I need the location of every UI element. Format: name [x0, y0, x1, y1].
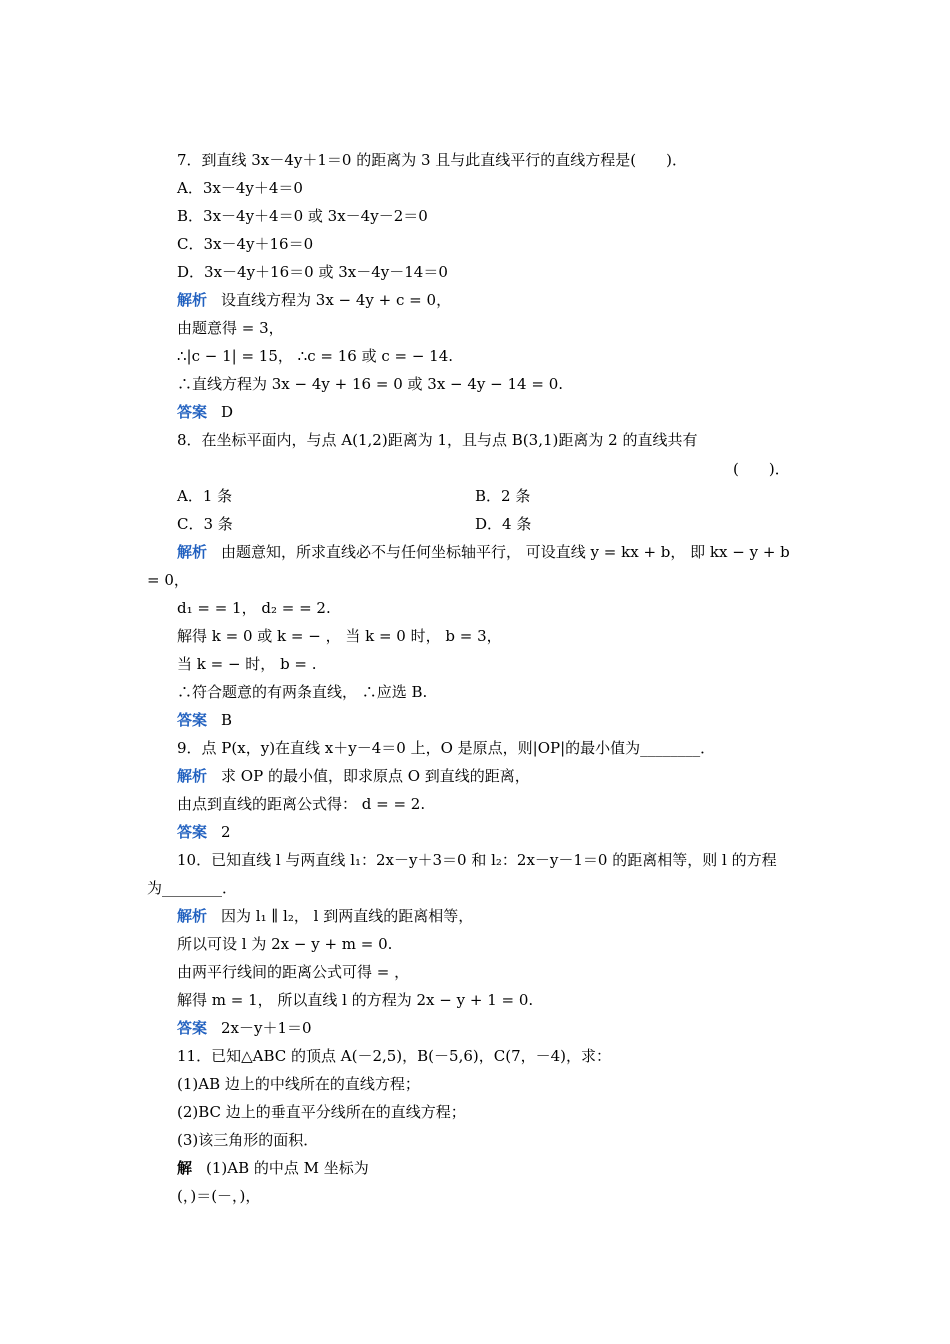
q10-analysis-line-4: 解得 m = 1， 所以直线 l 的方程为 2x − y + 1 = 0. — [177, 991, 534, 1009]
q8-analysis-line-4: 当 k = − 时， b = . — [177, 655, 317, 673]
q7-option-a: A．3x－4y＋4＝0 — [177, 179, 303, 197]
q7-option-c: C．3x－4y＋16＝0 — [177, 235, 314, 253]
q8-option-a: A．1 条 — [177, 487, 233, 505]
q9-answer-line — [177, 822, 231, 842]
q7-analysis-line-4: ∴直线方程为 3x − 4y + 16 = 0 或 3x − 4y − 14 = 0. — [177, 375, 564, 393]
q7-answer: D — [221, 403, 234, 421]
q10-analysis-text-1: 因为 l₁ ∥ l₂， l 到两直线的距离相等， — [221, 907, 474, 925]
q8-option-c: C．3 条 — [177, 515, 233, 533]
q11-solution-line-1 — [177, 1158, 369, 1178]
q7-analysis-line-2: 由题意得 = 3， — [177, 319, 284, 337]
q11-part-3: (3)该三角形的面积． — [177, 1131, 319, 1149]
q10-stem-continued: 为________． — [147, 879, 238, 897]
q8-analysis-line-1 — [177, 542, 790, 562]
q8-answer-paren: ( )． — [733, 460, 790, 478]
q10-answer-line — [177, 1018, 312, 1038]
q7-answer-label: 答案 — [177, 403, 208, 421]
q10-stem: 10．已知直线 l 与两直线 l₁：2x－y＋3＝0 和 l₂：2x－y－1＝0 的距离相等，则 l 的方程 — [177, 851, 777, 869]
q11-solution-text-1: (1)AB 的中点 M 坐标为 — [206, 1159, 369, 1177]
q9-answer-label: 答案 — [177, 823, 208, 841]
q10-analysis-line-2: 所以可设 l 为 2x − y + m = 0. — [177, 935, 393, 953]
q10-answer: 2x－y＋1＝0 — [221, 1019, 312, 1037]
q7-option-b: B．3x－4y＋4＝0 或 3x－4y－2＝0 — [177, 207, 428, 225]
q8-analysis-line-5: ∴符合题意的有两条直线， ∴应选 B. — [177, 683, 428, 701]
q7-stem: 7．到直线 3x－4y＋1＝0 的距离为 3 且与此直线平行的直线方程是( )． — [177, 151, 687, 169]
q9-answer: 2 — [221, 823, 231, 841]
q11-stem: 11．已知△ABC 的顶点 A(－2,5)，B(－5,6)，C(7，－4)，求： — [177, 1047, 612, 1065]
q10-answer-label: 答案 — [177, 1019, 208, 1037]
q11-solution-label: 解 — [177, 1159, 193, 1177]
q11-part-1: (1)AB 边上的中线所在的直线方程； — [177, 1075, 420, 1093]
q11-part-2: (2)BC 边上的垂直平分线所在的直线方程； — [177, 1103, 466, 1121]
q9-analysis-line-1 — [177, 766, 530, 786]
q8-analysis-line-3: 解得 k = 0 或 k = − ， 当 k = 0 时， b = 3， — [177, 627, 502, 645]
q7-analysis-label: 解析 — [177, 291, 208, 309]
q7-analysis-line-1 — [177, 290, 451, 310]
q8-answer-line — [177, 710, 232, 730]
q7-analysis-line-3: ∴|c − 1| = 15， ∴c = 16 或 c = − 14. — [177, 347, 454, 365]
q9-analysis-label: 解析 — [177, 767, 208, 785]
q8-analysis-line-1b: = 0， — [147, 571, 189, 589]
q9-analysis-text-1: 求 OP 的最小值，即求原点 O 到直线的距离， — [221, 767, 530, 785]
q10-analysis-line-1 — [177, 906, 473, 926]
q11-solution-line-2: (，)＝(－，)， — [177, 1187, 261, 1205]
q8-option-b: B．2 条 — [475, 487, 531, 505]
q9-stem: 9．点 P(x，y)在直线 x＋y－4＝0 上，O 是原点，则|OP|的最小值为________． — [177, 739, 716, 757]
q8-analysis-line-2: d₁ = = 1， d₂ = = 2. — [177, 599, 331, 617]
q8-option-d: D．4 条 — [475, 515, 532, 533]
q10-analysis-label: 解析 — [177, 907, 208, 925]
q7-analysis-text-1: 设直线方程为 3x − 4y + c = 0， — [221, 291, 452, 309]
q8-analysis-label: 解析 — [177, 543, 208, 561]
q9-analysis-line-2: 由点到直线的距离公式得： d = = 2. — [177, 795, 426, 813]
q7-answer-line — [177, 402, 233, 422]
q8-stem: 8．在坐标平面内，与点 A(1,2)距离为 1，且与点 B(3,1)距离为 2 的直线共有 — [177, 431, 698, 449]
q8-analysis-text-1: 由题意知，所求直线必不与任何坐标轴平行， 可设直线 y = kx + b， 即 kx − y + b — [221, 543, 790, 561]
q8-answer-label: 答案 — [177, 711, 208, 729]
q7-option-d: D．3x－4y＋16＝0 或 3x－4y－14＝0 — [177, 263, 448, 281]
q8-answer: B — [221, 711, 233, 729]
q10-analysis-line-3: 由两平行线间的距离公式可得 = ， — [177, 963, 410, 981]
